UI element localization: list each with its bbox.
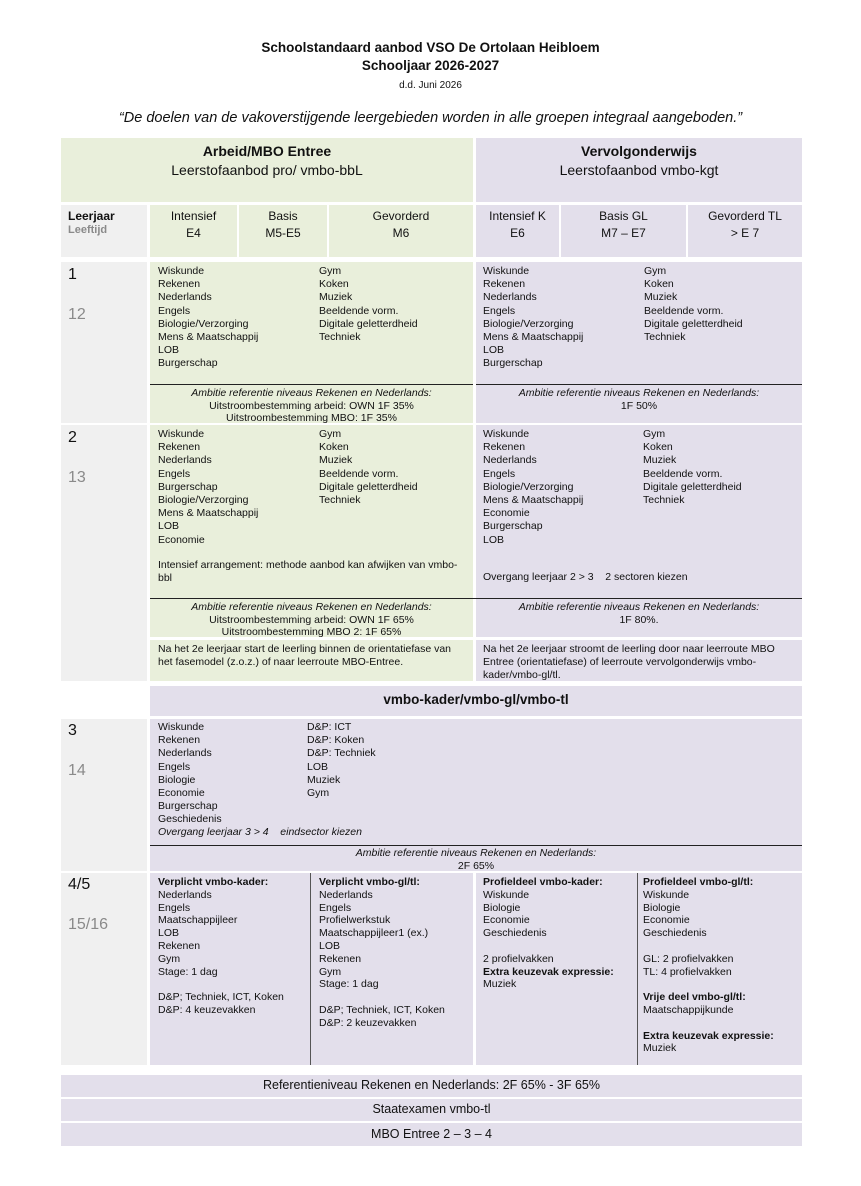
year-3-cell [150,719,802,871]
subject: Rekenen [158,441,201,454]
year-2-left-cell [150,425,473,598]
verplicht-gltl-column [319,876,445,1030]
subject: Techniek [319,494,361,507]
footer-reference: Referentieniveau Rekenen en Nederlands: 2F 65% - 3F 65% [262,1078,600,1092]
subject: Rekenen [158,278,201,291]
subject: LOB [483,533,505,546]
level-code: M7 – E7 [601,226,646,240]
subject: Gym [644,265,667,277]
subject: D&P: ICT [307,721,352,733]
profile-note: 2 profielvakken [483,952,554,965]
subject: Burgerschap [483,357,543,370]
level-code: E6 [510,226,525,240]
year-number: 2 [68,429,77,446]
stream-title-right: Vervolgonderwijs [581,143,697,159]
year-2-right-cell [476,425,802,598]
subject: Geschiedenis [158,813,222,826]
ambition-title: Ambitie referentie niveaus Rekenen en Nederlands: [191,601,432,613]
subject: Mens & Maatschappij [158,507,259,520]
ambition-line: 1F 80%. [619,613,659,626]
extra-title: Extra keuzevak expressie: [483,965,614,978]
subject: Gym [319,965,342,978]
document-date: d.d. Juni 2026 [399,80,462,91]
subject: Mens & Maatschappij [483,494,584,507]
ambition-title: Ambitie referentie niveaus Rekenen en Nederlands: [518,601,760,613]
year-number: 4/5 [68,876,91,893]
year-2-left-next [150,640,473,681]
profile-note: TL: 4 profielvakken [643,965,732,978]
divider [150,845,802,846]
subject: Engels [158,760,191,773]
divider [150,384,473,385]
subject: D&P: 4 keuzevakken [158,1003,256,1016]
vmbo-title: vmbo-kader/vmbo-gl/vmbo-tl [383,692,569,707]
ambition-block [476,601,802,626]
subject: LOB [158,344,180,357]
subject-list [643,428,742,507]
level-cell [150,205,237,257]
ambition-line: Uitstroombestemming arbeid: OWN 1F 35% [209,399,414,412]
subject: Burgerschap [158,480,218,493]
subject: Wiskunde [483,428,530,440]
subject: Muziek [643,1042,677,1055]
stream-header-left [61,138,473,202]
subject: Techniek [644,331,686,344]
stream-header-right [476,138,802,202]
subject: Engels [483,467,516,480]
subject: Muziek [319,454,353,467]
age-number: 13 [68,469,86,486]
age-number: 12 [68,306,86,323]
subject: Gym [307,787,330,800]
subject: Wiskunde [483,265,530,277]
level-cell [476,205,559,257]
column-title: Verplicht vmbo-kader: [158,876,269,888]
ambition-title: Ambitie referentie niveaus Rekenen en Nederlands: [518,387,760,399]
year-1-label-cell [61,262,147,423]
subject: Wiskunde [158,721,205,733]
level-name: Basis [268,209,298,223]
subject: Koken [319,441,349,454]
level-code: M5-E5 [265,226,301,240]
age-number: 15/16 [68,916,109,933]
level-cell [239,205,327,257]
subject: Digitale geletterdheid [319,480,418,493]
subject: Engels [483,304,516,317]
subject: Mens & Maatschappij [158,331,259,344]
subject: Nederlands [158,747,212,760]
year-2-right-next [476,640,802,681]
subject: Nederlands [158,291,212,304]
year-number: 1 [68,266,77,283]
profieldeel-kader-column [483,876,614,991]
subject: Economie [483,914,530,927]
subject: D&P; Techniek, ICT, Koken [158,991,284,1004]
quote: “De doelen van de vakoverstijgende leergebieden worden in alle groepen integraal aangeboden.” [118,110,743,126]
year-45-right-cell [476,873,802,1065]
subject: LOB [483,344,505,357]
leerjaar-label: Leerjaar [68,209,115,223]
subject: Biologie/Verzorging [158,317,249,330]
subject: Beeldende vorm. [643,467,723,480]
vmbo-header [150,686,802,716]
column-title: Profieldeel vmbo-kader: [483,876,603,888]
next-step-note: Na het 2e leerjaar start de leerling binnen de orientatiefase van het fasemodel (z.o.z.) of naar leerroute MBO-Entree. [158,643,452,668]
verplicht-kader-column [158,876,284,1017]
level-name: Intensief [170,209,217,223]
footer-row [61,1123,802,1146]
subject: Techniek [319,331,361,344]
subject: Rekenen [158,734,201,747]
ambition-line: 2F 65% [457,859,495,872]
transition-note: Overgang leerjaar 2 > 3 2 sectoren kiezen [483,571,688,583]
levels-label-cell [61,205,147,257]
subject: Engels [158,901,191,914]
subject: Economie [483,507,530,520]
subject: Digitale geletterdheid [644,317,743,330]
ambition-line: 1F 50% [620,399,658,412]
subject: Geschiedenis [483,927,547,940]
subject: Gym [643,428,666,440]
level-cell [561,205,686,257]
subject: Burgerschap [158,800,218,813]
year-2-right-ambition [476,599,802,637]
subject: Gym [319,265,342,277]
next-step-note: Na het 2e leerjaar stroomt de leerling door naar leerroute MBO Entree (orientatiefase) of leerroute vervolgonderwijs vmbo-kader/vmbo-gl/tl. [483,643,775,681]
subject: Rekenen [158,939,201,952]
subject: Burgerschap [483,520,543,533]
subject: Muziek [319,291,353,304]
subject: Profielwerkstuk [319,914,391,927]
ambition-line: Uitstroombestemming MBO 2: 1F 65% [221,626,402,638]
subject: Maatschappijleer1 (ex.) [319,927,429,940]
ambition-line: Uitstroombestemming arbeid: OWN 1F 65% [209,613,414,626]
level-name: Gevorderd [372,209,430,223]
subject: Engels [319,901,352,914]
subject: Biologie/Verzorging [483,317,574,330]
age-number: 14 [68,762,86,779]
stream-subtitle-right: Leerstofaanbod vmbo-kgt [559,162,719,178]
subject: Nederlands [319,888,373,901]
free-title: Vrije deel vmbo-gl/tl: [643,991,746,1004]
subject: Biologie/Verzorging [158,494,249,507]
year-2-label-cell [61,425,147,681]
subject: Stage: 1 dag [319,978,379,991]
stream-subtitle-left: Leerstofaanbod pro/ vmbo-bbL [171,162,363,178]
subject: Biologie/Verzorging [483,480,574,493]
subject: Wiskunde [158,265,205,277]
subject: Muziek [644,291,678,304]
subject: Nederlands [158,454,212,467]
ambition-block [476,387,802,423]
subject: Economie [158,787,205,800]
subject: Biologie [158,773,196,786]
subject: LOB [319,939,341,952]
year-45-label-cell [61,873,147,1065]
year-number: 3 [68,722,77,739]
subject: Rekenen [319,952,362,965]
subject-list [158,265,258,371]
subject: Maatschappijkunde [643,1003,734,1016]
subject-list [158,721,222,827]
subject: Rekenen [483,278,526,291]
subject: D&P: Techniek [307,747,376,760]
leeftijd-label: Leeftijd [68,224,108,236]
ambition-line: Uitstroombestemming MBO: 1F 35% [226,412,397,423]
stream-title-left: Arbeid/MBO Entree [202,143,332,159]
subject: Wiskunde [643,888,690,901]
subject: Maatschappijleer [158,914,238,927]
subject: Nederlands [483,454,537,467]
subject-list [319,428,418,507]
level-name: Basis GL [599,209,648,223]
document-title: Schoolstandaard aanbod VSO De Ortolaan Heibloem [261,40,600,55]
divider [476,384,802,385]
footer-mbo: MBO Entree 2 – 3 – 4 [371,1127,492,1141]
subject: Koken [644,278,674,291]
intensief-note: Intensief arrangement: methode aanbod kan afwijken van vmbo-bbl [158,559,458,584]
subject: Engels [158,304,191,317]
ambition-title: Ambitie referentie niveaus Rekenen en Nederlands: [191,387,432,399]
year-1-left-cell [150,262,473,423]
subject: Digitale geletterdheid [319,317,418,330]
column-divider [310,873,311,1065]
subject: Gym [319,428,342,440]
year-3-label-cell [61,719,147,871]
column-title: Verplicht vmbo-gl/tl: [319,876,420,888]
subject-list [307,721,376,800]
school-year: Schooljaar 2026-2027 [361,58,500,73]
subject: D&P: Koken [307,734,365,747]
ambition-block [150,387,473,423]
extra-title: Extra keuzevak expressie: [643,1029,774,1042]
subject: Koken [643,441,673,454]
subject: Muziek [643,454,677,467]
level-name: Intensief K [489,209,546,223]
subject-list [483,265,583,371]
level-code: > E 7 [730,226,760,240]
subject-list [158,428,258,547]
subject: D&P; Techniek, ICT, Koken [319,1003,445,1016]
ambition-block [150,601,473,639]
subject: Digitale geletterdheid [643,480,742,493]
subject: Techniek [643,494,685,507]
profile-note: GL: 2 profielvakken [643,952,734,965]
level-code: M6 [392,226,410,240]
year-2-left-ambition [150,599,473,637]
footer-row [61,1075,802,1097]
level-name: Gevorderd TL [708,209,782,223]
year-1-right-cell [476,262,802,423]
subject: Geschiedenis [643,927,707,940]
subject: Rekenen [483,441,526,454]
year-45-left-cell [150,873,473,1065]
subject: Biologie [643,901,681,914]
subject: Muziek [483,978,517,991]
subject: LOB [158,927,180,940]
column-divider [637,873,638,1065]
subject: LOB [307,760,329,773]
subject: Gym [158,952,181,965]
level-cell [688,205,802,257]
subject: Burgerschap [158,357,218,370]
profieldeel-gltl-column [643,876,774,1055]
footer-exam: Staatexamen vmbo-tl [372,1102,491,1116]
subject: Stage: 1 dag [158,965,218,978]
subject-list [483,428,583,547]
subject-list [644,265,743,344]
subject: Koken [319,278,349,291]
subject: Biologie [483,901,521,914]
ambition-block [150,847,802,872]
subject-list [319,265,418,344]
subject: Beeldende vorm. [644,304,724,317]
footer-row [61,1099,802,1121]
subject: Wiskunde [483,888,530,901]
subject: Economie [643,914,690,927]
subject: Economie [158,533,205,546]
level-cell [329,205,473,257]
ambition-title: Ambitie referentie niveaus Rekenen en Nederlands: [355,847,597,859]
subject: Wiskunde [158,428,205,440]
subject: Beeldende vorm. [319,467,399,480]
transition-note: Overgang leerjaar 3 > 4 eindsector kiezen [158,826,362,838]
subject: D&P: 2 keuzevakken [319,1016,417,1029]
subject: Beeldende vorm. [319,304,399,317]
subject: Nederlands [483,291,537,304]
level-code: E4 [186,226,201,240]
subject: Engels [158,467,191,480]
subject: LOB [158,520,180,533]
column-title: Profieldeel vmbo-gl/tl: [643,876,754,888]
subject: Nederlands [158,888,212,901]
subject: Mens & Maatschappij [483,331,584,344]
subject: Muziek [307,773,341,786]
